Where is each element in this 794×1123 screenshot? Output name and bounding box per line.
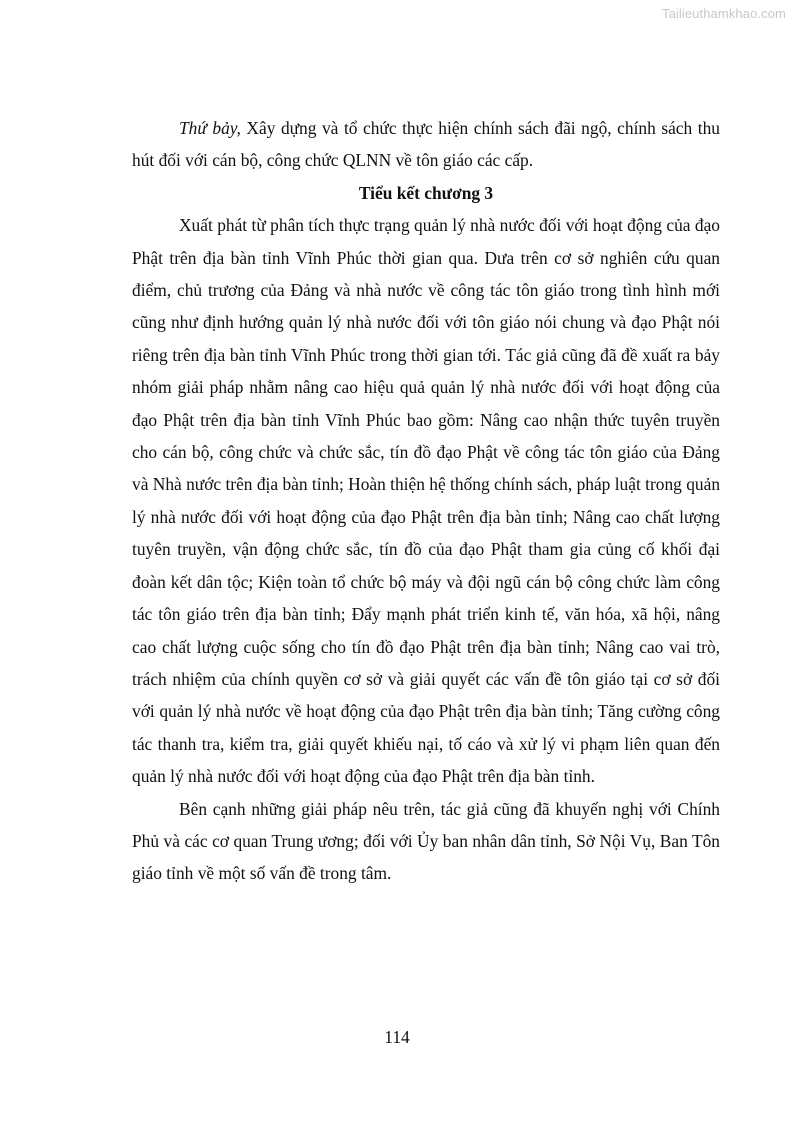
paragraph-recommendation: Bên cạnh những giải pháp nêu trên, tác giả cũng đã khuyến nghị với Chính Phủ và các cơ quan Trung ương; đối với Ủy ban nhân dân tỉnh, Sở Nội Vụ, Ban Tôn giáo tỉnh về một số vấn đề trong tâm. (132, 798, 720, 884)
paragraph-text: Xây dựng và tổ chức thực hiện chính sách đãi ngộ, chính sách thu hút đối với cán bộ, công chức QLNN về tôn giáo các cấp. (132, 118, 720, 171)
watermark-text: Tailieuthamkhao.com (661, 6, 786, 21)
document-body (132, 112, 720, 890)
paragraph-lead-italic: Thứ bảy, (179, 118, 241, 138)
paragraph-thu-bay (132, 112, 720, 177)
paragraph-summary: Xuất phát từ phân tích thực trạng quản lý nhà nước đối với hoạt động của đạo Phật trên địa bàn tỉnh Vĩnh Phúc thời gian qua. Dưa trên cơ sở nghiên cứu quan điểm, chủ trương của Đảng và nhà nước về công tác tôn giáo trong tình hình mới cũng như định hướng quản lý nhà nước đối với tôn giáo nói chung và đạo Phật nói riêng trên địa bàn tỉnh Vĩnh Phúc trong thời gian tới. Tác giả cũng đã đề xuất ra bảy nhóm giải pháp nhằm nâng cao hiệu quả quản lý nhà nước đối với hoạt động của đạo Phật trên địa bàn tỉnh Vĩnh Phúc bao gồm: Nâng cao nhận thức tuyên truyền cho cán bộ, công chức và chức sắc, tín đồ đạo Phật về công tác tôn giáo của Đảng và Nhà nước trên địa bàn tỉnh; Hoàn thiện hệ thống chính sách, pháp luật trong quản lý nhà nước đối với hoạt động của đạo Phật trên địa bàn tỉnh; Nâng cao chất lượng tuyên truyền, vận động chức sắc, tín đồ của đạo Phật tham gia củng cố khối đại đoàn kết dân tộc; Kiện toàn tổ chức bộ máy và đội ngũ cán bộ công chức làm công tác tôn giáo trên địa bàn tỉnh; Đẩy mạnh phát triển kinh tế, văn hóa, xã hội, nâng cao chất lượng cuộc sống cho tín đồ đạo Phật trên địa bàn tỉnh; Nâng cao vai trò, trách nhiệm của chính quyền cơ sở và giải quyết các vấn đề tôn giáo tại cơ sở đối với quản lý nhà nước về hoạt động của đạo Phật trên địa bàn tỉnh; Tăng cường công tác thanh tra, kiểm tra, giải quyết khiếu nại, tố cáo và xử lý vi phạm liên quan đến quản lý nhà nước đối với hoạt động của đạo Phật trên địa bàn tỉnh. (132, 215, 721, 787)
section-heading: Tiểu kết chương 3 (358, 182, 494, 203)
page-number: 114 (384, 1027, 410, 1047)
